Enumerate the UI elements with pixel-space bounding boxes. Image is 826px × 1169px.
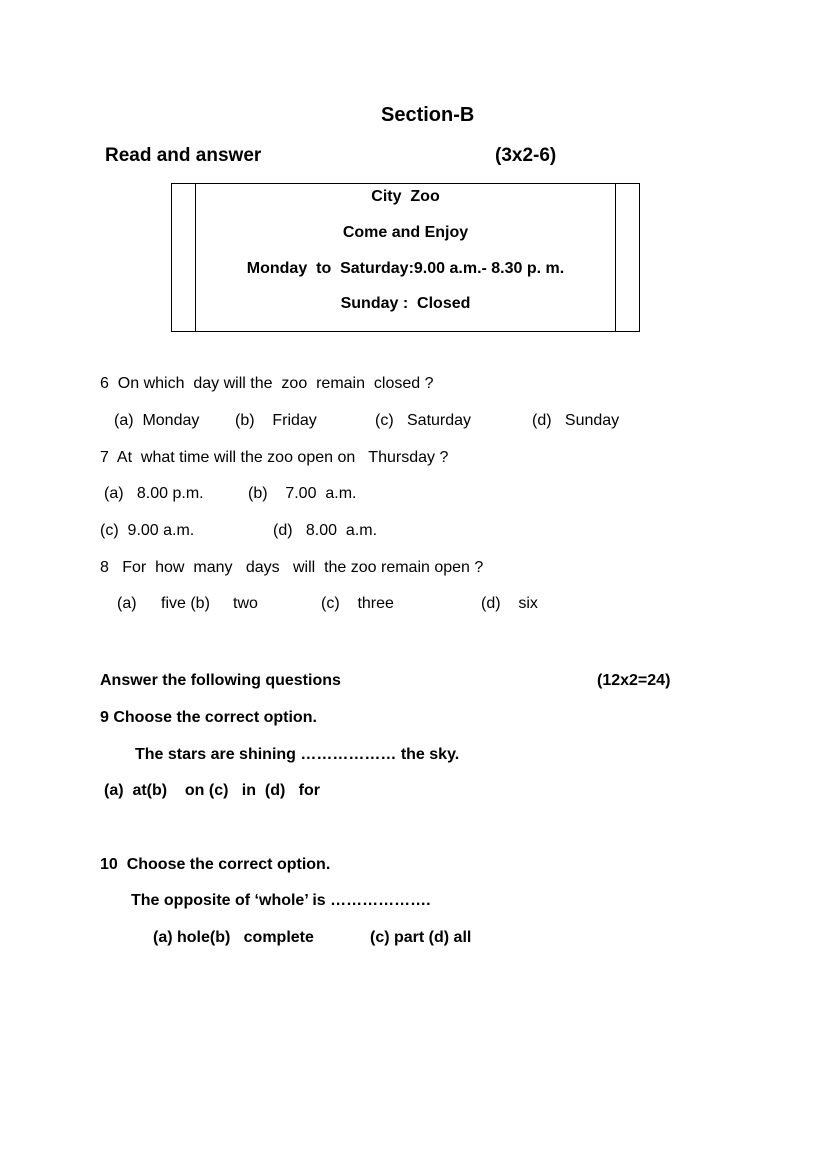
notice-title: City Zoo — [371, 188, 440, 205]
question-8-option-a-marker: (a) — [117, 595, 137, 612]
question-8-option-a-b: five (b) — [161, 595, 210, 612]
question-6-option-b: (b) Friday — [235, 412, 317, 429]
question-6-text: 6 On which day will the zoo remain closed ? — [100, 375, 434, 392]
question-7-option-d: (d) 8.00 a.m. — [273, 522, 378, 539]
question-6-option-a: (a) Monday — [114, 412, 200, 429]
notice-tagline: Come and Enjoy — [342, 224, 469, 241]
question-7-text: 7 At what time will the zoo open on Thursday ? — [100, 449, 449, 466]
answer-section-heading: Answer the following questions — [100, 672, 341, 689]
question-10-options — [0, 929, 826, 949]
question-7-option-c: (c) 9.00 a.m. — [100, 522, 195, 539]
question-8-options — [0, 595, 826, 615]
question-7-option-a: (a) 8.00 p.m. — [104, 485, 204, 502]
question-8-text: 8 For how many days will the zoo remain open ? — [100, 559, 484, 576]
question-10-options-a-b: (a) hole(b) complete — [153, 929, 314, 946]
question-9-sentence: The stars are shining ……………… the sky. — [135, 746, 460, 763]
notice-weekday-hours: Monday to Saturday:9.00 a.m.- 8.30 p. m. — [246, 260, 565, 277]
question-9-options: (a) at(b) on (c) in (d) for — [104, 782, 320, 799]
question-9-title: 9 Choose the correct option. — [100, 709, 317, 726]
question-10-sentence: The opposite of ‘whole’ is ………………. — [131, 892, 431, 909]
question-7-options-row-2 — [0, 522, 826, 542]
question-10-options-c-d: (c) part (d) all — [370, 929, 472, 946]
read-and-answer-marks: (3x2-6) — [495, 145, 557, 166]
question-8-option-c: (c) three — [321, 595, 394, 612]
zoo-notice-box — [171, 183, 640, 332]
question-8-option-d: (d) six — [481, 595, 538, 612]
question-8-option-b-value: two — [233, 595, 258, 612]
question-10-title: 10 Choose the correct option. — [100, 856, 331, 873]
question-7-options-row-1 — [0, 485, 826, 505]
question-6-options — [0, 412, 826, 432]
notice-sunday-hours: Sunday : Closed — [340, 295, 471, 312]
read-and-answer-heading: Read and answer — [105, 145, 262, 166]
question-7-option-b: (b) 7.00 a.m. — [248, 485, 357, 502]
answer-section-marks: (12x2=24) — [597, 672, 671, 689]
section-title: Section-B — [381, 104, 475, 126]
question-6-option-c: (c) Saturday — [375, 412, 472, 429]
question-6-option-d: (d) Sunday — [532, 412, 620, 429]
